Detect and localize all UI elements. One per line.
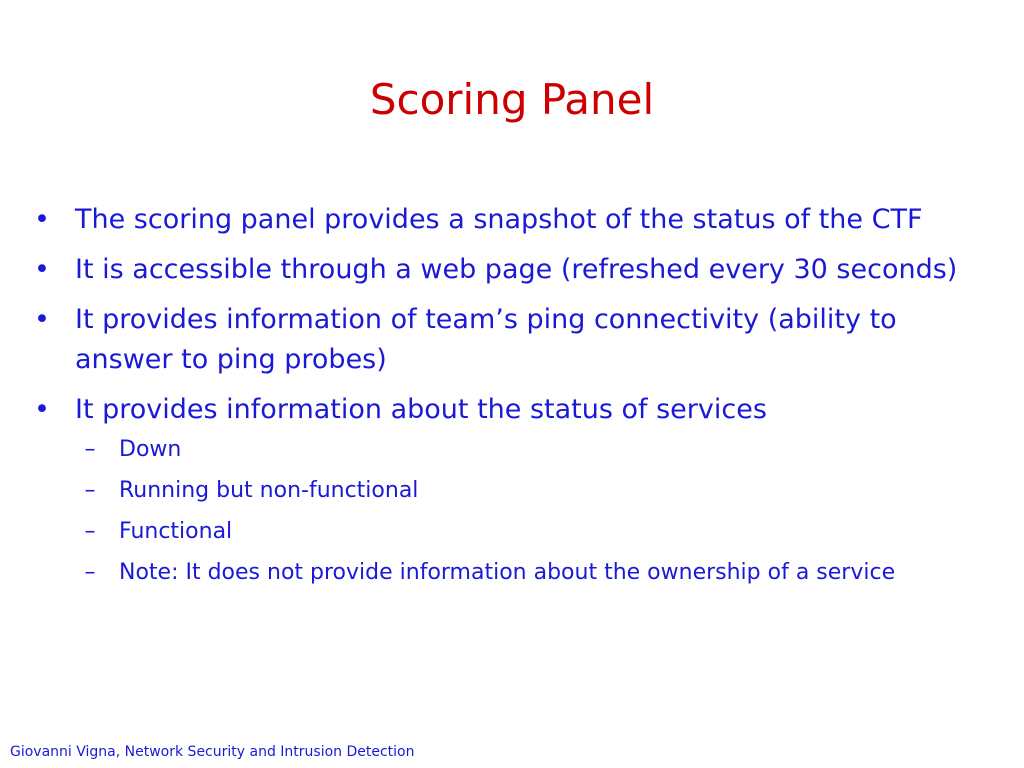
sub-bullet-text: Down — [119, 437, 182, 462]
slide-content — [32, 200, 1002, 599]
bullet-text: It provides information about the status of services — [75, 394, 767, 425]
bullet-item — [32, 300, 1002, 380]
bullet-icon: • — [34, 254, 50, 285]
sub-bullet-text: Running but non-functional — [119, 478, 419, 503]
dash-icon: – — [84, 560, 96, 585]
bullet-text: It is accessible through a web page (refreshed every 30 seconds) — [75, 254, 958, 285]
bullet-item — [32, 250, 1002, 290]
footer-credit: Giovanni Vigna, Network Security and Intrusion Detection — [10, 744, 415, 760]
dash-icon: – — [84, 437, 96, 462]
sub-bullet-item — [75, 475, 1002, 507]
bullet-icon: • — [34, 204, 50, 235]
sub-bullet-item — [75, 557, 1002, 589]
bullet-icon: • — [34, 304, 50, 335]
sub-bullet-list — [75, 434, 1002, 589]
slide-title: Scoring Panel — [369, 75, 655, 124]
bullet-list — [32, 200, 1002, 589]
dash-icon: – — [84, 519, 96, 544]
bullet-text: It provides information of team’s ping connectivity (ability to answer to ping probes) — [75, 304, 897, 375]
bullet-text: The scoring panel provides a snapshot of the status of the CTF — [75, 204, 923, 235]
sub-bullet-text: Functional — [119, 519, 233, 544]
sub-bullet-item — [75, 516, 1002, 548]
bullet-item — [32, 390, 1002, 589]
dash-icon: – — [84, 478, 96, 503]
bullet-icon: • — [34, 394, 50, 425]
bullet-item — [32, 200, 1002, 240]
sub-bullet-item — [75, 434, 1002, 466]
sub-bullet-text: Note: It does not provide information about the ownership of a service — [119, 560, 896, 585]
